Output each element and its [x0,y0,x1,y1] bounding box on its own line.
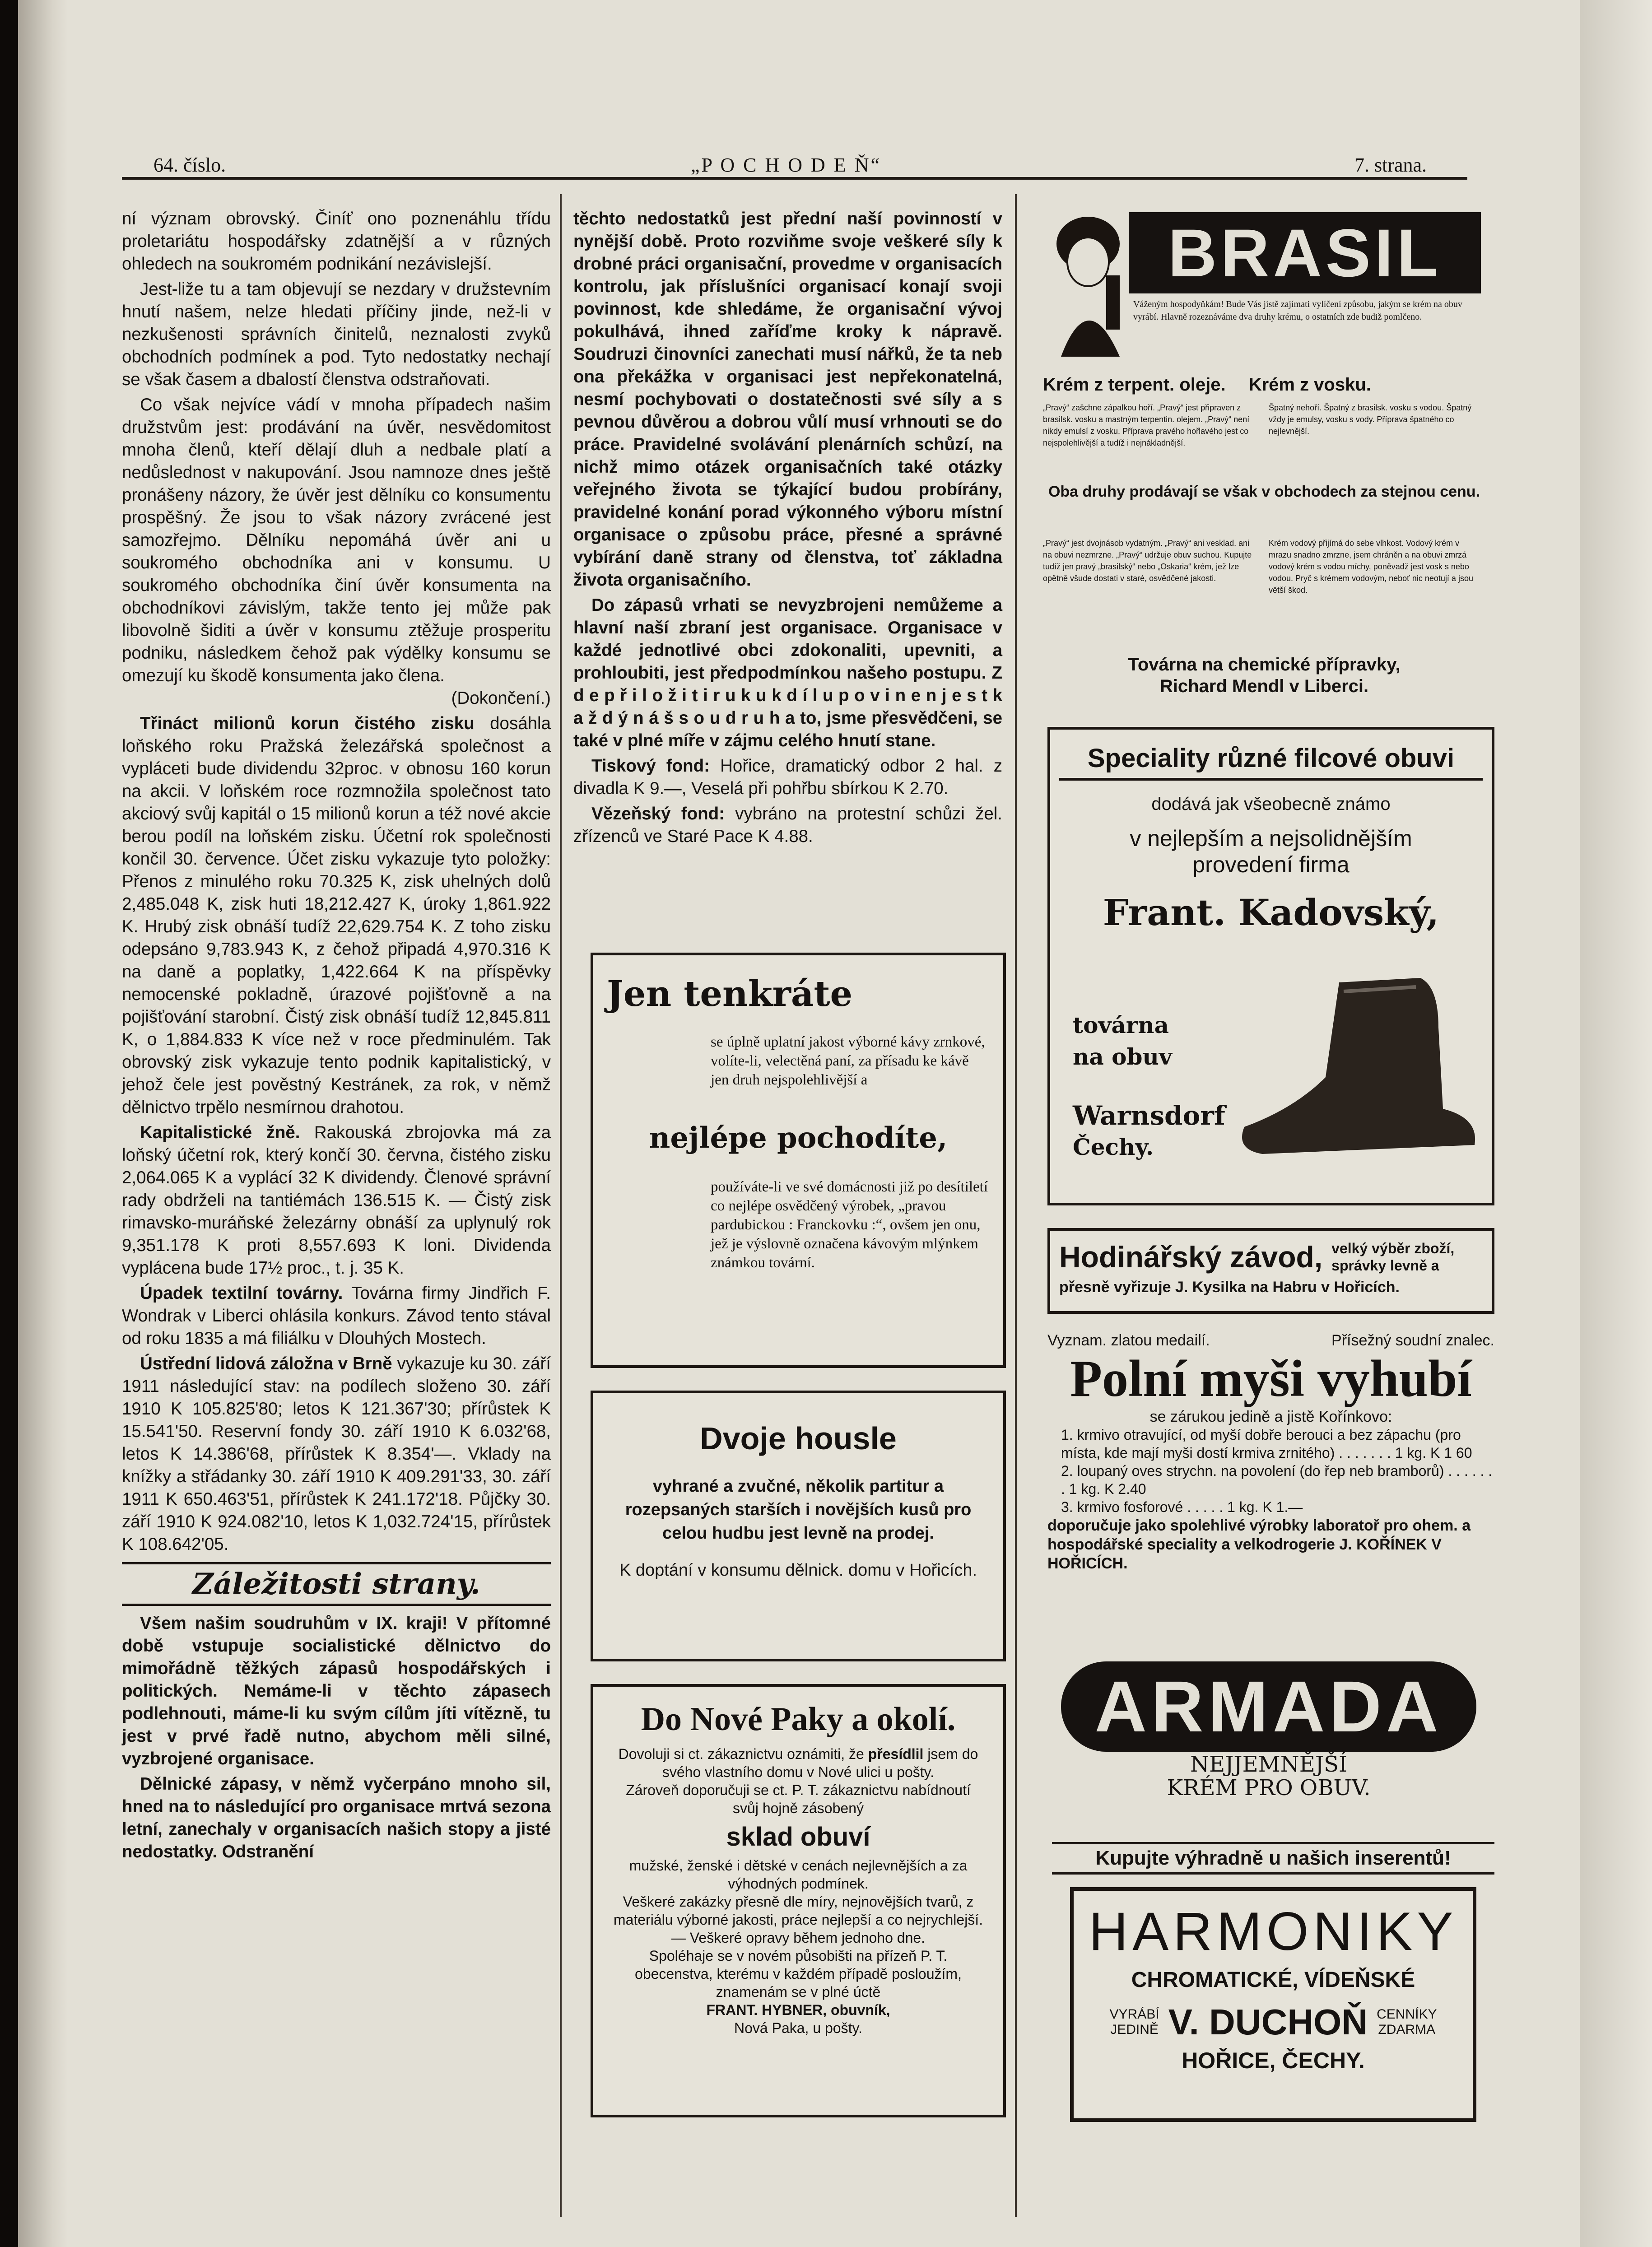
ad-text: jsem do svého vlastního domu v Nové ulici u pošty. [662,1746,978,1780]
brand-logo: ARMADA [1061,1661,1476,1752]
ad-text: CHROMATICKÉ, VÍDEŇSKÉ [1131,1968,1415,1992]
ad-text: dodává jak všeobecně známo [1151,794,1391,814]
ad-text: Čechy. [1073,1134,1154,1160]
list-item: 3. krmivo fosforové . . . . . 1 kg. K 1.— [1061,1499,1303,1515]
paragraph: Hořice, dramatický odbor 2 hal. z divadla K 9.—, Veselá při pohřbu sbírkou K 2.70. [573,756,1002,798]
ad-name: V. DUCHOŇ [1168,2002,1368,2042]
ad-text: VYRÁBÍ [1109,2007,1159,2022]
issue-number: 64. číslo. [154,154,226,176]
ad-title: Hodinářský závod, [1059,1240,1323,1274]
paragraph: Co však nejvíce vádí v mnoha případech našim družstvům jest: prodávání na úvěr, nesvědomitost mnoha členů, kteří dělají dluh a nedbale platí a nedůslednost v nakupování. Jsou namnoze dnes ještě pronášeny názory, že úvěr jest dělníku co konsumentu prospěšný. Že jsou to však názory zvrácené jest samozřejmo. Dělníku nepomáhá úvěr ani u soukromého obchodníka ani v konsumu. U soukromého obchodníka činí úvěr konsumenta na obchodníkovi závislým, takže tento jej může pak libovolně šiditi a úvěr v konsumu ztěžuje prosperitu podniku, následkem čehož pak výdělky konsumu se omezují ku škodě konsumenta jako člena. [122,395,551,685]
list-item: 1. krmivo otravující, od myší dobře berouci a bez zápachu (pro místa, kde mají myši dostí krmiva zrnitého) . . . . . . . 1 kg. K 1 60 [1061,1427,1472,1461]
ad-text-bold: přesídlil [868,1746,924,1762]
ad-title: Jen tenkráte [607,973,853,1014]
list-item: 2. loupaný oves strychn. na povolení (do řep neb bramborů) . . . . . . . 1 kg. K 2.40 [1061,1463,1493,1497]
ad-text: Přísežný soudní znalec. [1331,1332,1494,1349]
paragraph: Všem našim soudruhům v IX. kraji! V přítomné době vstupuje socialistické dělnictvo do mimořádně těžkých zápasů hospodářských i politických. Nemáme-li v těchto zápasech podlehnouti, máme-li ku svým cílům jíti vítězně, tu jest v prvé řadě nutno, abychom měli silné, vyzbrojené organisace. [122,1614,551,1768]
ad-text: správky levně a [1331,1257,1439,1274]
ad-text: na obuv [1073,1043,1172,1070]
ad-title: Polní myši vyhubí [1070,1350,1472,1408]
ad-violin [591,1391,1006,1661]
ad-heading: Oba druhy prodávají se však v obchodech za stejnou cenu. [1048,483,1480,500]
paragraph: Jest-liže tu a tam objevují se nezdary v družstevním hnutí našem, nelze hledati příčiny jinde, než-li v nezkušenosti správních činitelů, neznalosti zvyků obchodních podmínek a pod. Tyto nedostatky nechají se však časem a dbalostí členstva odstraňovati. [122,279,551,389]
ad-title: Speciality různé filcové obuvi [1059,743,1483,781]
ad-text: Zároveň doporučuji se ct. P. T. zákaznictvu nabídnoutí svůj hojně zásobený [626,1782,971,1816]
column-1 [122,208,551,1866]
ad-text: Špatný nehoří. Špatný z brasilsk. vosku s vodou. Špatný vždy je emulsy, vosku s vody. Příprava špatného co nejlevnější. [1269,403,1472,436]
column-divider [1015,194,1017,2217]
ad-text: KRÉM PRO OBUV. [1167,1775,1371,1800]
ad-text: „Pravý“ jest dvojnásob vydatným. „Pravý“ ani vesklad. ani na obuvi nezmrzne. „Pravý“ udržuje obuv suchou. Kupujte tudíž jen pravý „brasilský“ nebo „Oskaria“ krém, jež lze opětně všude dostati v staré, osvědčené jakosti. [1043,539,1252,583]
column-2 [573,208,1002,851]
woman-portrait-icon [1043,208,1133,357]
ad-signature: FRANT. HYBNER, obuvník, [706,2002,890,2018]
ad-signature: Nová Paka, u pošty. [734,2020,862,2036]
ad-watchmaker [1047,1228,1494,1314]
article-heading: Třináct milionů korun čistého zisku [140,714,475,733]
paragraph: Továrna firmy Jindřich F. Wondrak v Liberci ohlásila konkurs. Závod tento stával od roku 1835 a má filiálku v Dlouhých Mostech. [122,1284,551,1348]
column-divider [560,194,562,2217]
continuation-note: (Dokončení.) [451,689,551,708]
ad-coffee [591,953,1006,1368]
ad-text: se úplně uplatní jakost výborné kávy zrnkové, volíte-li, velectěná paní, za přísadu ke kávě jen druh nejspolehlivější a [711,1034,985,1088]
page-edge [1580,0,1652,2247]
section-title: Záležitosti strany. [122,1562,551,1606]
ad-harmonikas [1070,1887,1476,2122]
ad-text: továrna [1073,1012,1169,1038]
page-number: 7. strana. [1354,154,1427,176]
paragraph: vybráno na protestní schůzi žel. zřízenců ve Staré Pace K 4.88. [573,804,1002,846]
ad-city: HOŘICE, ČECHY. [1182,2048,1365,2073]
ad-text: ZDARMA [1378,2022,1436,2037]
paragraph: těchto nedostatků jest přední naší povinností v nynější době. Proto rozviňme svoje veškeré síly k drobné práci organisační, provedme v organisacích kontrolu, jak příslušníci organisací konají svoji povinnost, kde shledáme, že organisační vývoj pokulhává, ihned zaříďme kroky k nápravě. Soudruzi činovníci zanechati musí nářků, že ta neb ona překážka v organisaci jest nepřekonatelná, nesmí pochybovati o dostatečnosti své síly a s pevnou důvěrou a dobrou vůlí musí vrhnouti se do práce. Pravidelné svolávání plenárních schůzí, na nichž mimo otázek organisačních také otázky veřejného života se týkající budou probírány, pravidelné konání porad výkonného výboru místní organisace o způsobu práce, přesné a správné vybírání daně strany od členstva, toť základna života organisačního. [573,209,1002,590]
ad-text: velký výběr zboží, [1331,1240,1455,1256]
paragraph: Rakouská zbrojovka má za loňský účetní rok, který končí 30. června, čistého zisku 2,064.065 K a vyplácí 32 K dividendy. Členové správní rady obdrželi na tantiémách 136.515 K. — Čistý zisk rimavsko-muráňské železárny obnáší za uplynulý rok 9,351.178 K proti 8,557.693 K loni. Dividenda vyplácena bude 17½ proc., t. j. 35 K. [122,1123,551,1278]
ad-text: CENNÍKY [1377,2007,1437,2022]
ad-text: Vyznam. zlatou medailí. [1047,1332,1210,1349]
paragraph: vykazuje ku 30. září 1911 následující stav: na podílech složeno 30. září 1910 K 105.825'80; letos K 121.367'30; přírůstek K 15.541'50. Reservní fondy 30. září 1910 K 6.032'68, letos K 14.386'68, přírůstek K 8.354'—. Vklady na knížky a střádanky 30. září 1910 K 409.291'33, 30. září 1911 K 650.463'51, přírůstek K 241.172'18. Půjčky 30. září 1910 K 924.082'10, letos K 1,032.724'15, přírůstek K 108.642'05. [122,1354,551,1554]
fund-label: Tiskový fond: [591,756,710,776]
ad-armada [1052,1652,1494,1824]
ad-text: doporučuje jako spolehlivé výrobky laboratoř pro ohem. a hospodářské speciality a velkodrogerie J. KOŘÍNEK V HOŘICÍCH. [1047,1517,1471,1572]
ad-kadovsky [1047,727,1494,1205]
ad-heading: Krém z vosku. [1248,375,1371,395]
ad-text: K doptání v konsumu dělnick. domu v Hořicích. [619,1561,977,1580]
scan-edge [0,0,18,2247]
ad-text: JEDINĚ [1110,2022,1159,2037]
ad-text: Váženým hospodyňkám! Bude Vás jistě zajímati vylíčení způsobu, jakým se krém na obuv vyrábí. Hlavně rozeznáváme dva druhy krému, o ostatních zde budiž pomlčeno. [1133,299,1462,322]
article-heading: Kapitalistické žně. [140,1123,300,1142]
ad-title: Dvoje housle [700,1421,897,1456]
ad-title: sklad obuví [726,1822,870,1852]
newspaper-page [18,0,1652,2247]
felt-boot-icon [1226,973,1479,1163]
ad-footer: Továrna na chemické přípravky, [1128,655,1401,675]
brand-logo: BRASIL [1129,212,1481,293]
paragraph: ní význam obrovský. Činíť ono poznenáhlu třídu proletariátu hospodářsky zdatnější a v různých ohledech na soukromém podnikání nezávislejší. [122,209,551,274]
ad-text: přesně vyřizuje J. Kysilka na Habru v Hořicích. [1059,1279,1400,1296]
ad-text: Krém vodový přijímá do sebe vlhkost. Vodový krém v mrazu snadno zmrzne, jsem chráněn a na obuvi zmrzá vodový krém s vodou míchy, poněvadž jest vosk s nebo vodou. Pryč s krémem vodovým, neboť nic neotují a jsou větší škod. [1269,539,1473,595]
ad-footer: Richard Mendl v Liberci. [1159,676,1369,696]
ad-city: Warnsdorf [1073,1100,1225,1131]
ad-mice [1047,1332,1494,1573]
reader-notice: Kupujte výhradně u našich inserentů! [1052,1842,1494,1875]
ad-brasil [1043,203,1490,704]
paragraph: Do zápasů vrhati se nevyzbrojeni nemůžeme a hlavní naší zbraní jest organisace. Organisace v každé jednotlivé obci zdokonaliti, upevniti, a prohloubiti, jest předpodmínkou našeho postupu. Z d e p ř i l o ž i t i r u k u k d í l u p o v i n e n j e s t k a ž d ý n á š s o u d r u h a to, jsme přesvědčeni, se také v plné míře v zájmu celého hnutí stane. [573,595,1002,750]
ad-title: Do Nové Paky a okolí. [641,1701,956,1738]
paragraph: dosáhla loňského roku Pražská železářská společnost a vypláceti bude dividendu 32proc. v obnosu 160 korun na akcii. V loňském roce rozmnožila společnost tato akciový svůj kapitál o 15 milionů korun a též nové akcie berou podíl na loňském zisku. Účetní rok společnosti končil 30. července. Účet zisku vykazuje tyto položky: Přenos z minulého roku 70.325 K, zisk uhelných dolů 2,485.048 K, zisk huti 18,212.427 K, úroky 1,861.922 K. Hrubý zisk obnáší tudíž 22,629.754 K. Z toho zisku odepsáno 9,783.943 K, z čehož připadá 4,970.316 K na daně a poplatky, 1,422.664 K na příspěvky nemocenské pokladně, úrazové pojišťovně a na pojišťování starobní. Čistý zisk obnáší tudíž 12,845.811 K, o 1,884.833 K více než v roce předminulém. Tak obrovský zisk vykazuje tento podnik kapitalistický, v jehož čele jest pověstný Kestránek, za rok, v němž dělnictvo trpělo nesmírnou drahotou. [122,714,551,1117]
ad-title: HARMONIKY [1089,1901,1458,1962]
ad-heading: Krém z terpent. oleje. [1043,375,1226,395]
newspaper-title: „P O C H O D E Ň“ [691,154,881,176]
article-heading: Ústřední lidová záložna v Brně [140,1354,392,1373]
ad-text: Spoléhaje se v novém působišti na přízeň P. T. obecenstva, kterému v každém případě posloužím, znamenám se v plné úctě [635,1948,962,2000]
ad-text: používáte-li ve své domácnosti již po desítiletí co nejlépe osvědčený výrobek, „pravou pardubickou : Franckovku :“, ovšem jen onu, jež je výslovně označena kávovým mlýnkem známkou tovární. [711,1179,988,1271]
ad-title: nejlépe pochodíte, [649,1121,948,1155]
ad-text: Dovoluji si ct. zákaznictvu oznámiti, že [618,1746,864,1762]
page-fold-shadow [18,0,68,2247]
ad-firm: Frant. Kadovský, [1103,891,1439,934]
ad-text: „Pravý“ zašchne zápalkou hoří. „Pravý“ jest připraven z brasilsk. vosku a mastným terpentin. olejem. „Pravý“ není nikdy emulsí z vosku. Příprava pravého hořlavého jest co nejspolehlivější a tudíž i nejnákladnější. [1043,403,1250,447]
ad-text: provedení firma [1192,852,1350,877]
ad-text: NEJJEMNĚJŠÍ [1190,1752,1347,1777]
ad-text: mužské, ženské i dětské v cenách nejlevnějších a za výhodných podmínek. [629,1857,968,1892]
fund-label: Vězeňský fond: [591,804,725,823]
ad-text: se zárukou jedině a jistě Kořínkovo: [1149,1408,1392,1425]
ad-shoemaker [591,1684,1006,2117]
ad-text: v nejlepším a nejsolidnějším [1130,826,1412,851]
article-heading: Úpadek textilní továrny. [140,1284,343,1303]
paragraph: Dělnické zápasy, v němž vyčerpáno mnoho sil, hned na to následující pro organisace mrtvá sezona letní, zanechaly v organisacích našich stopy a jisté nedostatky. Odstranění [122,1774,551,1861]
ad-text: Veškeré zakázky přesně dle míry, nejnovějších tvarů, z materiálu výborné jakosti, práce nejlepší a co nejrychlejší. — Veškeré opravy během jednoho dne. [613,1893,983,1946]
ad-text: vyhrané a zvučné, několik partitur a rozepsaných starších i novějších kusů pro celou hudbu jest levně na prodej. [625,1477,972,1543]
header-rule [122,177,1467,180]
